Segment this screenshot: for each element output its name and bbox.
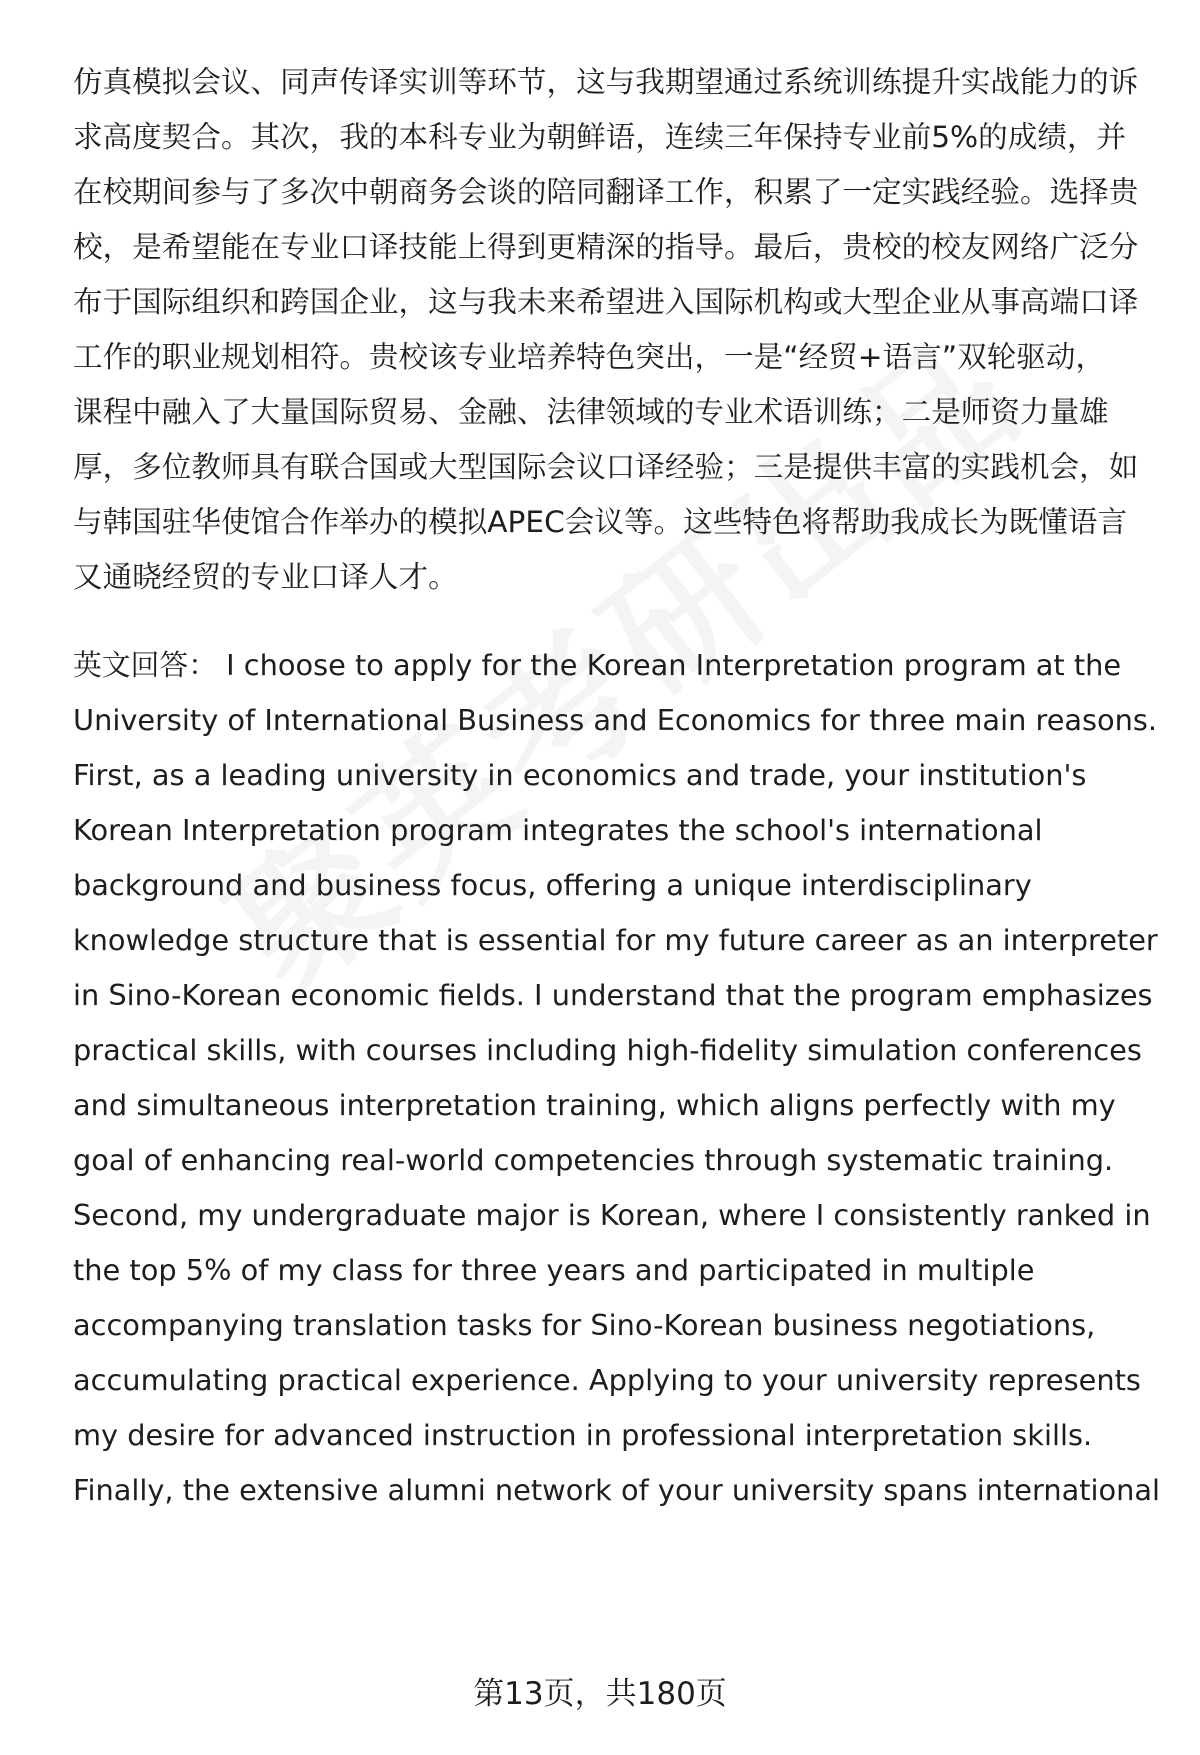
chinese-line: 布于国际组织和跨国企业，这与我未来希望进入国际机构或大型企业从事高端口译 xyxy=(73,285,1139,319)
chinese-line: 在校期间参与了多次中朝商务会谈的陪同翻译工作，积累了一定实践经验。选择贵 xyxy=(73,175,1139,209)
english-line: Korean Interpretation program integrates the school's international xyxy=(73,813,1043,847)
chinese-line: 校，是希望能在专业口译技能上得到更精深的指导。最后，贵校的校友网络广泛分 xyxy=(73,230,1139,264)
english-line: First, as a leading university in economics and trade, your institution's xyxy=(73,758,1087,792)
english-line: and simultaneous interpretation training, which aligns perfectly with my xyxy=(73,1088,1116,1122)
english-line: Second, my undergraduate major is Korean, where I consistently ranked in xyxy=(73,1198,1151,1232)
chinese-line: 求高度契合。其次，我的本科专业为朝鲜语，连续三年保持专业前5%的成绩，并 xyxy=(73,120,1127,154)
english-line: 英文回答： I choose to apply for the Korean Interpretation program at the xyxy=(73,648,1122,682)
english-line: my desire for advanced instruction in professional interpretation skills. xyxy=(73,1418,1093,1452)
english-line: in Sino-Korean economic fields. I understand that the program emphasizes xyxy=(73,978,1153,1012)
page-number: 第13页，共180页 xyxy=(473,1676,727,1712)
english-line: accumulating practical experience. Applying to your university represents xyxy=(73,1363,1141,1397)
english-line: practical skills, with courses including high-fidelity simulation conferences xyxy=(73,1033,1142,1067)
english-line: University of International Business and Economics for three main reasons. xyxy=(73,703,1158,737)
chinese-line: 仿真模拟会议、同声传译实训等环节，这与我期望通过系统训练提升实战能力的诉 xyxy=(73,65,1139,99)
chinese-line: 工作的职业规划相符。贵校该专业培养特色突出，一是“经贸+语言”双轮驱动， xyxy=(73,340,1106,374)
chinese-line: 课程中融入了大量国际贸易、金融、法律领域的专业术语训练；二是师资力量雄 xyxy=(73,395,1109,429)
chinese-line: 与韩国驻华使馆合作举办的模拟APEC会议等。这些特色将帮助我成长为既懂语言 xyxy=(73,505,1128,539)
english-line: goal of enhancing real-world competencies through systematic training. xyxy=(73,1143,1114,1177)
english-line: knowledge structure that is essential for my future career as an interpreter xyxy=(73,923,1158,957)
english-line: background and business focus, offering a unique interdisciplinary xyxy=(73,868,1032,902)
english-line: accompanying translation tasks for Sino-Korean business negotiations, xyxy=(73,1308,1096,1342)
english-line: Finally, the extensive alumni network of your university spans international xyxy=(73,1473,1161,1507)
chinese-line: 厚，多位教师具有联合国或大型国际会议口译经验；三是提供丰富的实践机会，如 xyxy=(73,450,1139,484)
chinese-line: 又通晓经贸的专业口译人才。 xyxy=(73,560,458,594)
english-line: the top 5% of my class for three years and participated in multiple xyxy=(73,1253,1035,1287)
